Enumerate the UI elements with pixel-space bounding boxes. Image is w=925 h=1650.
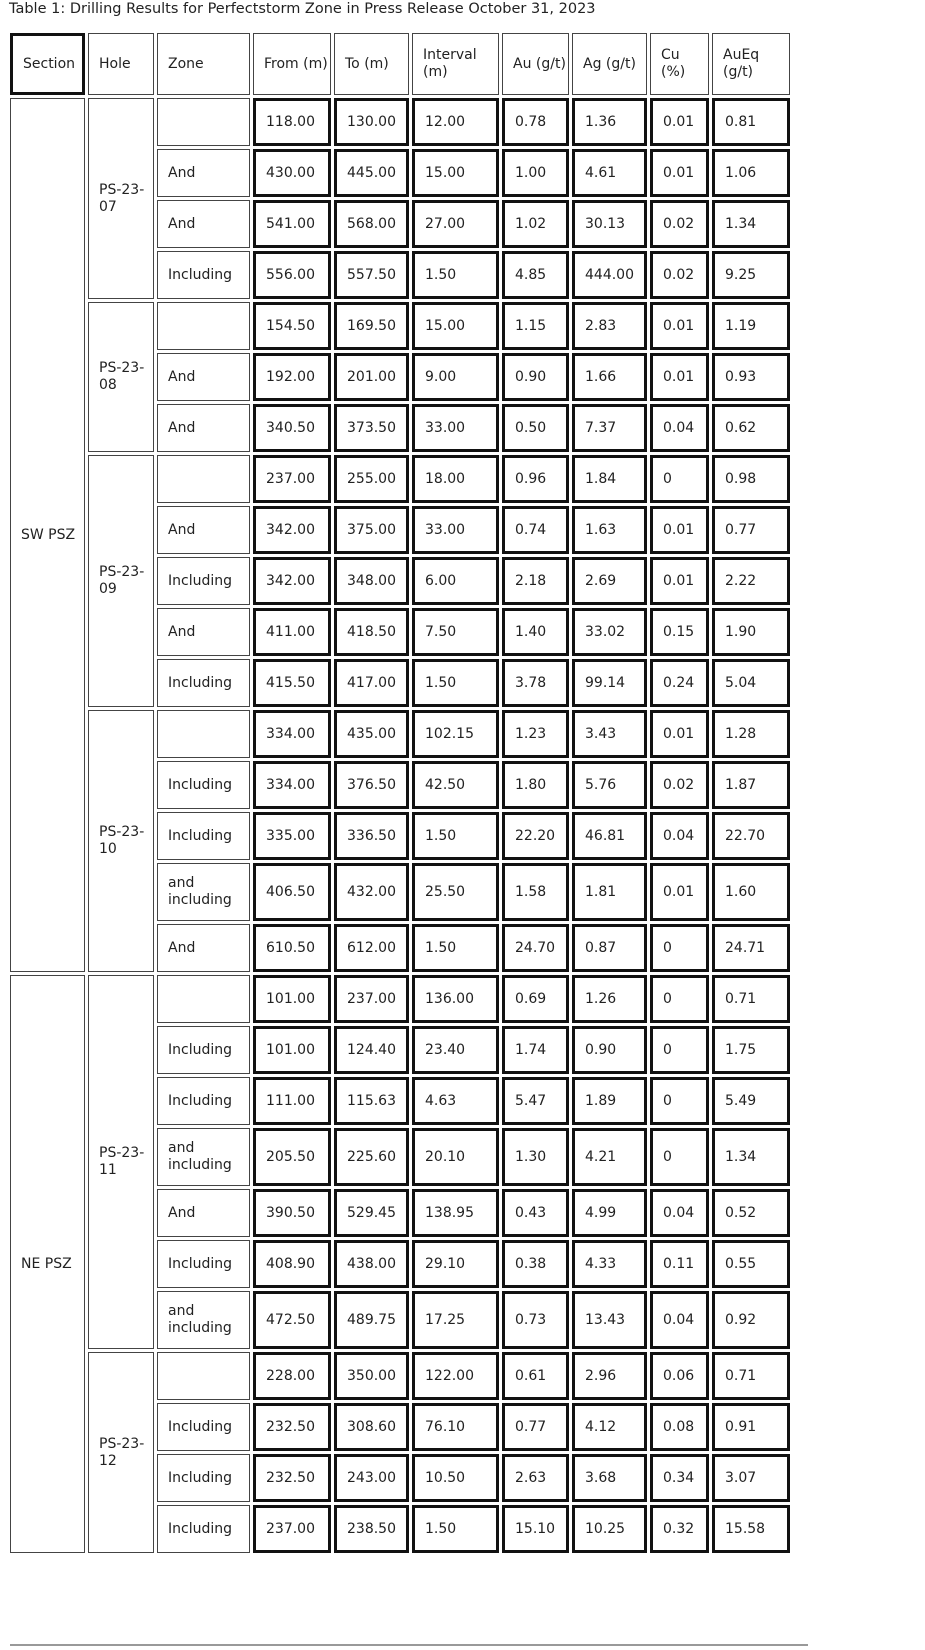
to-cell: 237.00 [334,975,409,1023]
zone-cell: And [157,200,250,248]
au-cell: 5.47 [502,1077,569,1125]
from-cell: 237.00 [253,1505,331,1553]
interval-cell: 102.15 [412,710,499,758]
table-row [10,710,790,758]
from-cell: 232.50 [253,1454,331,1502]
from-cell: 154.50 [253,302,331,350]
zone-cell: and including [157,863,250,921]
zone-cell: Including [157,1505,250,1553]
au-cell: 1.15 [502,302,569,350]
ag-cell: 3.43 [572,710,647,758]
aueq-cell: 3.07 [712,1454,790,1502]
zone-cell: and including [157,1291,250,1349]
interval-cell: 25.50 [412,863,499,921]
zone-cell [157,975,250,1023]
to-cell: 432.00 [334,863,409,921]
header-from: From (m) [253,33,331,95]
cu-cell: 0 [650,924,709,972]
au-cell: 0.90 [502,353,569,401]
hole-cell: PS-23-10 [88,710,154,972]
interval-cell: 4.63 [412,1077,499,1125]
au-cell: 0.74 [502,506,569,554]
to-cell: 445.00 [334,149,409,197]
interval-cell: 7.50 [412,608,499,656]
aueq-cell: 1.34 [712,200,790,248]
au-cell: 3.78 [502,659,569,707]
zone-cell: Including [157,251,250,299]
ag-cell: 1.63 [572,506,647,554]
to-cell: 238.50 [334,1505,409,1553]
ag-cell: 99.14 [572,659,647,707]
table-row [10,1352,790,1400]
ag-cell: 3.68 [572,1454,647,1502]
ag-cell: 2.69 [572,557,647,605]
interval-cell: 33.00 [412,404,499,452]
interval-cell: 42.50 [412,761,499,809]
from-cell: 335.00 [253,812,331,860]
aueq-cell: 0.77 [712,506,790,554]
aueq-cell: 1.06 [712,149,790,197]
hole-cell: PS-23-09 [88,455,154,707]
aueq-cell: 0.93 [712,353,790,401]
table-body [10,98,790,1553]
from-cell: 406.50 [253,863,331,921]
interval-cell: 1.50 [412,924,499,972]
zone-cell: Including [157,1077,250,1125]
hole-cell: PS-23-07 [88,98,154,299]
cu-cell: 0.11 [650,1240,709,1288]
table-caption: Table 1: Drilling Results for Perfectstorm Zone in Press Release October 31, 2023 [9,1,596,17]
interval-cell: 33.00 [412,506,499,554]
ag-cell: 0.87 [572,924,647,972]
ag-cell: 4.99 [572,1189,647,1237]
from-cell: 101.00 [253,1026,331,1074]
from-cell: 342.00 [253,506,331,554]
to-cell: 243.00 [334,1454,409,1502]
interval-cell: 17.25 [412,1291,499,1349]
from-cell: 415.50 [253,659,331,707]
ag-cell: 2.83 [572,302,647,350]
cu-cell: 0 [650,1128,709,1186]
header-row [10,33,790,95]
ag-cell: 5.76 [572,761,647,809]
cu-cell: 0.01 [650,302,709,350]
au-cell: 1.00 [502,149,569,197]
aueq-cell: 0.98 [712,455,790,503]
interval-cell: 23.40 [412,1026,499,1074]
aueq-cell: 22.70 [712,812,790,860]
ag-cell: 4.33 [572,1240,647,1288]
table-row [10,302,790,350]
from-cell: 118.00 [253,98,331,146]
cu-cell: 0 [650,455,709,503]
from-cell: 541.00 [253,200,331,248]
zone-cell [157,455,250,503]
cu-cell: 0.02 [650,200,709,248]
hole-cell: PS-23-12 [88,1352,154,1553]
ag-cell: 10.25 [572,1505,647,1553]
interval-cell: 136.00 [412,975,499,1023]
ag-cell: 7.37 [572,404,647,452]
cu-cell: 0.06 [650,1352,709,1400]
cu-cell: 0 [650,975,709,1023]
from-cell: 192.00 [253,353,331,401]
interval-cell: 27.00 [412,200,499,248]
from-cell: 205.50 [253,1128,331,1186]
au-cell: 24.70 [502,924,569,972]
section-cell: NE PSZ [10,975,85,1553]
ag-cell: 0.90 [572,1026,647,1074]
zone-cell: Including [157,812,250,860]
drilling-results-table [7,30,793,1556]
cu-cell: 0.04 [650,1189,709,1237]
ag-cell: 46.81 [572,812,647,860]
cu-cell: 0.01 [650,353,709,401]
aueq-cell: 5.04 [712,659,790,707]
au-cell: 0.78 [502,98,569,146]
au-cell: 1.40 [502,608,569,656]
cu-cell: 0.01 [650,149,709,197]
aueq-cell: 5.49 [712,1077,790,1125]
interval-cell: 15.00 [412,302,499,350]
ag-cell: 2.96 [572,1352,647,1400]
au-cell: 1.80 [502,761,569,809]
aueq-cell: 2.22 [712,557,790,605]
table-row [10,455,790,503]
zone-cell [157,1352,250,1400]
aueq-cell: 1.75 [712,1026,790,1074]
zone-cell: Including [157,1403,250,1451]
cu-cell: 0.02 [650,761,709,809]
ag-cell: 4.21 [572,1128,647,1186]
from-cell: 232.50 [253,1403,331,1451]
interval-cell: 15.00 [412,149,499,197]
zone-cell: Including [157,1240,250,1288]
header-to: To (m) [334,33,409,95]
header-cu: Cu (%) [650,33,709,95]
aueq-cell: 1.60 [712,863,790,921]
aueq-cell: 0.92 [712,1291,790,1349]
to-cell: 373.50 [334,404,409,452]
zone-cell: Including [157,557,250,605]
aueq-cell: 24.71 [712,924,790,972]
interval-cell: 1.50 [412,659,499,707]
to-cell: 418.50 [334,608,409,656]
interval-cell: 9.00 [412,353,499,401]
aueq-cell: 1.87 [712,761,790,809]
from-cell: 430.00 [253,149,331,197]
ag-cell: 13.43 [572,1291,647,1349]
aueq-cell: 1.19 [712,302,790,350]
cu-cell: 0 [650,1077,709,1125]
from-cell: 610.50 [253,924,331,972]
from-cell: 101.00 [253,975,331,1023]
aueq-cell: 0.55 [712,1240,790,1288]
zone-cell: Including [157,761,250,809]
aueq-cell: 0.62 [712,404,790,452]
from-cell: 390.50 [253,1189,331,1237]
to-cell: 376.50 [334,761,409,809]
to-cell: 350.00 [334,1352,409,1400]
aueq-cell: 0.71 [712,975,790,1023]
interval-cell: 138.95 [412,1189,499,1237]
aueq-cell: 15.58 [712,1505,790,1553]
zone-cell: Including [157,1454,250,1502]
zone-cell [157,98,250,146]
from-cell: 472.50 [253,1291,331,1349]
bottom-divider [10,1644,808,1646]
header-au: Au (g/t) [502,33,569,95]
header-section: Section [10,33,85,95]
to-cell: 529.45 [334,1189,409,1237]
from-cell: 228.00 [253,1352,331,1400]
header-interval: Interval (m) [412,33,499,95]
cu-cell: 0.32 [650,1505,709,1553]
from-cell: 556.00 [253,251,331,299]
interval-cell: 122.00 [412,1352,499,1400]
ag-cell: 4.61 [572,149,647,197]
ag-cell: 1.36 [572,98,647,146]
header-zone: Zone [157,33,250,95]
au-cell: 22.20 [502,812,569,860]
from-cell: 334.00 [253,761,331,809]
cu-cell: 0.04 [650,404,709,452]
ag-cell: 30.13 [572,200,647,248]
to-cell: 130.00 [334,98,409,146]
header-aueq: AuEq (g/t) [712,33,790,95]
to-cell: 489.75 [334,1291,409,1349]
from-cell: 237.00 [253,455,331,503]
au-cell: 1.58 [502,863,569,921]
ag-cell: 4.12 [572,1403,647,1451]
cu-cell: 0.01 [650,98,709,146]
cu-cell: 0.24 [650,659,709,707]
section-cell: SW PSZ [10,98,85,972]
au-cell: 4.85 [502,251,569,299]
ag-cell: 1.81 [572,863,647,921]
au-cell: 0.50 [502,404,569,452]
zone-cell: And [157,608,250,656]
header-hole: Hole [88,33,154,95]
au-cell: 1.02 [502,200,569,248]
zone-cell: And [157,404,250,452]
zone-cell: Including [157,659,250,707]
to-cell: 169.50 [334,302,409,350]
interval-cell: 76.10 [412,1403,499,1451]
to-cell: 225.60 [334,1128,409,1186]
cu-cell: 0.15 [650,608,709,656]
au-cell: 0.69 [502,975,569,1023]
zone-cell: And [157,1189,250,1237]
cu-cell: 0.02 [650,251,709,299]
to-cell: 375.00 [334,506,409,554]
ag-cell: 1.66 [572,353,647,401]
aueq-cell: 1.34 [712,1128,790,1186]
interval-cell: 18.00 [412,455,499,503]
interval-cell: 12.00 [412,98,499,146]
zone-cell [157,710,250,758]
header-ag: Ag (g/t) [572,33,647,95]
au-cell: 0.77 [502,1403,569,1451]
au-cell: 1.23 [502,710,569,758]
interval-cell: 1.50 [412,251,499,299]
cu-cell: 0 [650,1026,709,1074]
au-cell: 0.96 [502,455,569,503]
to-cell: 348.00 [334,557,409,605]
to-cell: 612.00 [334,924,409,972]
cu-cell: 0.08 [650,1403,709,1451]
au-cell: 0.61 [502,1352,569,1400]
zone-cell: and including [157,1128,250,1186]
to-cell: 308.60 [334,1403,409,1451]
from-cell: 340.50 [253,404,331,452]
aueq-cell: 0.52 [712,1189,790,1237]
interval-cell: 29.10 [412,1240,499,1288]
to-cell: 336.50 [334,812,409,860]
to-cell: 438.00 [334,1240,409,1288]
from-cell: 411.00 [253,608,331,656]
cu-cell: 0.01 [650,863,709,921]
table-row [10,975,790,1023]
aueq-cell: 0.91 [712,1403,790,1451]
interval-cell: 6.00 [412,557,499,605]
interval-cell: 1.50 [412,1505,499,1553]
au-cell: 0.73 [502,1291,569,1349]
from-cell: 342.00 [253,557,331,605]
ag-cell: 1.89 [572,1077,647,1125]
interval-cell: 20.10 [412,1128,499,1186]
ag-cell: 444.00 [572,251,647,299]
au-cell: 0.43 [502,1189,569,1237]
cu-cell: 0.34 [650,1454,709,1502]
to-cell: 568.00 [334,200,409,248]
ag-cell: 1.26 [572,975,647,1023]
table-row [10,98,790,146]
aueq-cell: 0.71 [712,1352,790,1400]
cu-cell: 0.01 [650,557,709,605]
from-cell: 408.90 [253,1240,331,1288]
interval-cell: 1.50 [412,812,499,860]
zone-cell: Including [157,1026,250,1074]
from-cell: 334.00 [253,710,331,758]
zone-cell [157,302,250,350]
to-cell: 435.00 [334,710,409,758]
aueq-cell: 0.81 [712,98,790,146]
to-cell: 115.63 [334,1077,409,1125]
ag-cell: 1.84 [572,455,647,503]
cu-cell: 0.01 [650,506,709,554]
aueq-cell: 1.90 [712,608,790,656]
au-cell: 2.63 [502,1454,569,1502]
to-cell: 124.40 [334,1026,409,1074]
au-cell: 1.30 [502,1128,569,1186]
au-cell: 0.38 [502,1240,569,1288]
aueq-cell: 1.28 [712,710,790,758]
au-cell: 15.10 [502,1505,569,1553]
zone-cell: And [157,353,250,401]
hole-cell: PS-23-11 [88,975,154,1349]
to-cell: 255.00 [334,455,409,503]
interval-cell: 10.50 [412,1454,499,1502]
aueq-cell: 9.25 [712,251,790,299]
zone-cell: And [157,924,250,972]
ag-cell: 33.02 [572,608,647,656]
from-cell: 111.00 [253,1077,331,1125]
au-cell: 2.18 [502,557,569,605]
cu-cell: 0.04 [650,1291,709,1349]
to-cell: 417.00 [334,659,409,707]
cu-cell: 0.01 [650,710,709,758]
cu-cell: 0.04 [650,812,709,860]
to-cell: 201.00 [334,353,409,401]
au-cell: 1.74 [502,1026,569,1074]
hole-cell: PS-23-08 [88,302,154,452]
zone-cell: And [157,506,250,554]
to-cell: 557.50 [334,251,409,299]
zone-cell: And [157,149,250,197]
